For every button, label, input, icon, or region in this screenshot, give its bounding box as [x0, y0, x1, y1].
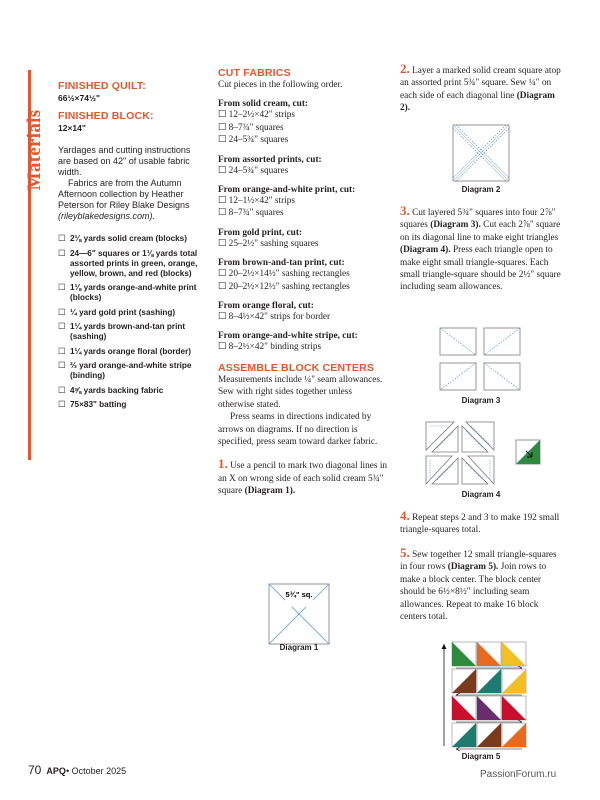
checkbox-icon[interactable]: ☐	[218, 312, 229, 323]
checkbox-icon[interactable]: ☐	[218, 165, 229, 176]
cut-item-text: 8–7¾" squares	[228, 122, 284, 133]
finished-block-value: 12×14"	[58, 123, 86, 133]
materials-content	[58, 80, 203, 415]
arrow-up-icon	[442, 644, 447, 649]
diagram-1-square	[268, 583, 330, 645]
finished-quilt-value: 66½×74½"	[58, 93, 101, 103]
cut-item-text: 8–2½×42" binding strips	[228, 342, 322, 353]
checkbox-icon[interactable]: ☐	[218, 196, 229, 207]
cut-item	[218, 341, 388, 353]
materials-item: ☐ 2⅛ yards solid cream (blocks)	[58, 234, 203, 244]
checkbox-icon[interactable]: ☐	[218, 122, 229, 133]
step-3-text-a: Cut layered 5¾" squares into four 2⅞" squares	[400, 208, 556, 231]
cut-item-text: 20–2½×12½" sashing rectangles	[228, 281, 350, 292]
step-3	[400, 205, 565, 294]
step-2-ref: (Diagram 2).	[400, 90, 555, 114]
cut-group-heading: From orange floral, cut:	[218, 301, 314, 312]
issue-date: • October 2025	[65, 766, 127, 776]
page-number: 70	[28, 763, 42, 777]
checkbox-icon[interactable]: ☐	[218, 238, 229, 249]
materials-item: ☐ ⅔ yard orange-and-white stripe (binding)	[58, 361, 203, 381]
step-1-ref: (Diagram 1).	[244, 486, 296, 497]
materials-intro-2	[58, 178, 203, 222]
triangle-halves	[426, 422, 494, 484]
step-2	[400, 63, 565, 115]
cut-group-heading: From assorted prints, cut:	[218, 154, 322, 165]
materials-intro-2-text: Fabrics are from the Autumn Afternoon collection by Heather Peterson for Riley Blake Designs	[58, 178, 190, 210]
cut-item	[218, 195, 388, 207]
cut-group	[218, 301, 388, 323]
step-3-number: 3.	[400, 203, 410, 218]
checkbox-icon[interactable]: ☐	[218, 208, 229, 219]
materials-title-text: Materials	[24, 109, 45, 191]
cut-group	[218, 185, 388, 220]
diagram-5-caption: Diagram 5	[461, 752, 501, 761]
cut-item	[218, 134, 388, 146]
step-1	[218, 458, 388, 497]
checkbox-icon[interactable]: ☐	[218, 135, 229, 146]
step-4-number: 4.	[400, 508, 410, 523]
assemble-p1: Measurements include ¼" seam allowances. Sew with right sides together unless otherwise stated.	[218, 374, 383, 410]
cut-groups	[218, 99, 388, 353]
finished-quilt-label: FINISHED QUILT:	[58, 80, 146, 92]
cut-group	[218, 228, 388, 250]
step-3-ref-1: (Diagram 3).	[430, 220, 481, 231]
magazine-name: APQ	[46, 766, 66, 776]
materials-intro-1: Yardages and cutting instructions are based on 42" of usable fabric width.	[58, 145, 191, 177]
diagram-2-caption: Diagram 2	[461, 185, 501, 194]
cut-item	[218, 238, 388, 250]
cut-group-heading: From orange-and-white stripe, cut:	[218, 331, 358, 342]
cut-item-text: 12–2½×42" strips	[228, 110, 296, 121]
cut-item	[218, 311, 388, 323]
checkbox-icon[interactable]: ☐	[218, 281, 229, 292]
cut-item-text: 25–2½" sashing squares	[228, 238, 319, 249]
materials-list	[58, 234, 203, 410]
diagram-3-caption: Diagram 3	[461, 396, 501, 405]
cut-item	[218, 122, 388, 134]
checkbox-icon[interactable]: ☐	[218, 110, 229, 121]
checkbox-icon[interactable]: ☐	[218, 342, 229, 353]
materials-item: ☐ 24—6" squares or 1⅛ yards total assorted prints in green, orange, yellow, brown, and red (blocks)	[58, 249, 203, 279]
materials-item: ☐ 75×83" batting	[58, 400, 203, 410]
cut-group	[218, 258, 388, 293]
cut-item-text: 12–1½×42" strips	[228, 196, 296, 207]
step-2-number: 2.	[400, 61, 410, 76]
page-footer	[28, 763, 126, 777]
cut-item	[218, 109, 388, 121]
diagram-4	[424, 418, 552, 488]
riley-blake-link[interactable]: (rileyblakedesigns.com).	[58, 211, 156, 221]
step-5	[400, 547, 565, 623]
cut-group-heading: From gold print, cut:	[218, 227, 303, 238]
cut-item-text: 8–7¾" squares	[228, 208, 284, 219]
materials-item: ☐ ¼ yard gold print (sashing)	[58, 308, 203, 318]
diagram-3	[439, 327, 521, 391]
step-5-ref: (Diagram 5).	[447, 562, 499, 573]
cut-group	[218, 99, 388, 146]
diagram-2-square	[452, 124, 510, 182]
diagram-5-block-center	[436, 634, 532, 752]
step-1-number: 1.	[218, 456, 228, 472]
step-3-text-b: Cut each 2⅞" square on its diagonal line to make eight triangles	[400, 220, 561, 243]
triangle-square-rows	[452, 642, 526, 751]
cut-group	[218, 155, 388, 177]
cut-group-heading: From solid cream, cut:	[218, 99, 309, 110]
watermark: PassionForum.ru	[480, 769, 557, 780]
diagram-1-caption: Diagram 1	[279, 643, 319, 652]
press-arrow-icon	[456, 747, 522, 751]
step-3-ref-2: (Diagram 4).	[400, 245, 451, 256]
cut-group-heading: From brown-and-tan print, cut:	[218, 258, 345, 269]
step-1-text: Use a pencil to mark two diagonal lines in an X on wrong side of each solid cream 5¾" square	[218, 461, 388, 497]
step-4-text: Repeat steps 2 and 3 to make 192 small triangle-squares total.	[400, 513, 560, 536]
step-2-text: Layer a marked solid cream square atop an assorted print 5¾" square. Sew ¼" on each side of each diagonal line	[400, 66, 561, 101]
cut-item	[218, 281, 388, 293]
step-5-text-b: Join rows to make a block center. The block center should be 6½×8½" including seam allowances. Repeat to make 16 block centers total.	[400, 562, 547, 623]
cut-group	[218, 331, 388, 353]
diagram-4-caption: Diagram 4	[461, 490, 501, 499]
assemble-p2: Press seams in directions indicated by arrows on diagrams. If no direction is specified, press seam toward darker fabric.	[218, 412, 378, 447]
cut-item-text: 24–5¾" squares	[228, 165, 289, 176]
cut-item	[218, 268, 388, 280]
cut-fabrics-intro: Cut pieces in the following order.	[218, 80, 343, 90]
cut-item-text: 24–5¾" squares	[228, 135, 289, 146]
step-5-text-a: Sew together 12 small triangle-squares in four rows	[400, 550, 557, 573]
finished-block-label: FINISHED BLOCK:	[58, 110, 154, 122]
materials-item: ☐ 1⅛ yards orange-and-white print (blocks)	[58, 283, 203, 303]
diagram-1-label: 5¾" sq.	[285, 590, 313, 599]
materials-vertical-title	[24, 90, 46, 210]
cut-squares	[440, 328, 520, 390]
small-triangle-square	[516, 440, 540, 464]
assemble-title: ASSEMBLE BLOCK CENTERS	[218, 361, 375, 374]
cut-item-text: 20–2½×14½" sashing rectangles	[228, 269, 350, 280]
materials-item: ☐ 1¼ yards orange floral (border)	[58, 347, 203, 357]
cut-item-text: 8–4½×42" strips for border	[228, 312, 331, 323]
cut-group-heading: From orange-and-white print, cut:	[218, 185, 356, 196]
checkbox-icon[interactable]: ☐	[218, 269, 229, 280]
cut-item	[218, 207, 388, 219]
cut-fabrics-section	[218, 67, 388, 498]
materials-item: ☐ 4⅝ yards backing fabric	[58, 386, 203, 396]
cut-item	[218, 165, 388, 177]
step-5-number: 5.	[400, 545, 410, 560]
cut-fabrics-title: CUT FABRICS	[218, 67, 291, 79]
step-3-text-c: Press each triangle open to make eight small triangle-squares. Each small triangle-square should be 2½" square including seam allowances.	[400, 245, 561, 293]
materials-item: ☐ 1¼ yards brown-and-tan print (sashing)	[58, 322, 203, 342]
step-4	[400, 510, 565, 537]
